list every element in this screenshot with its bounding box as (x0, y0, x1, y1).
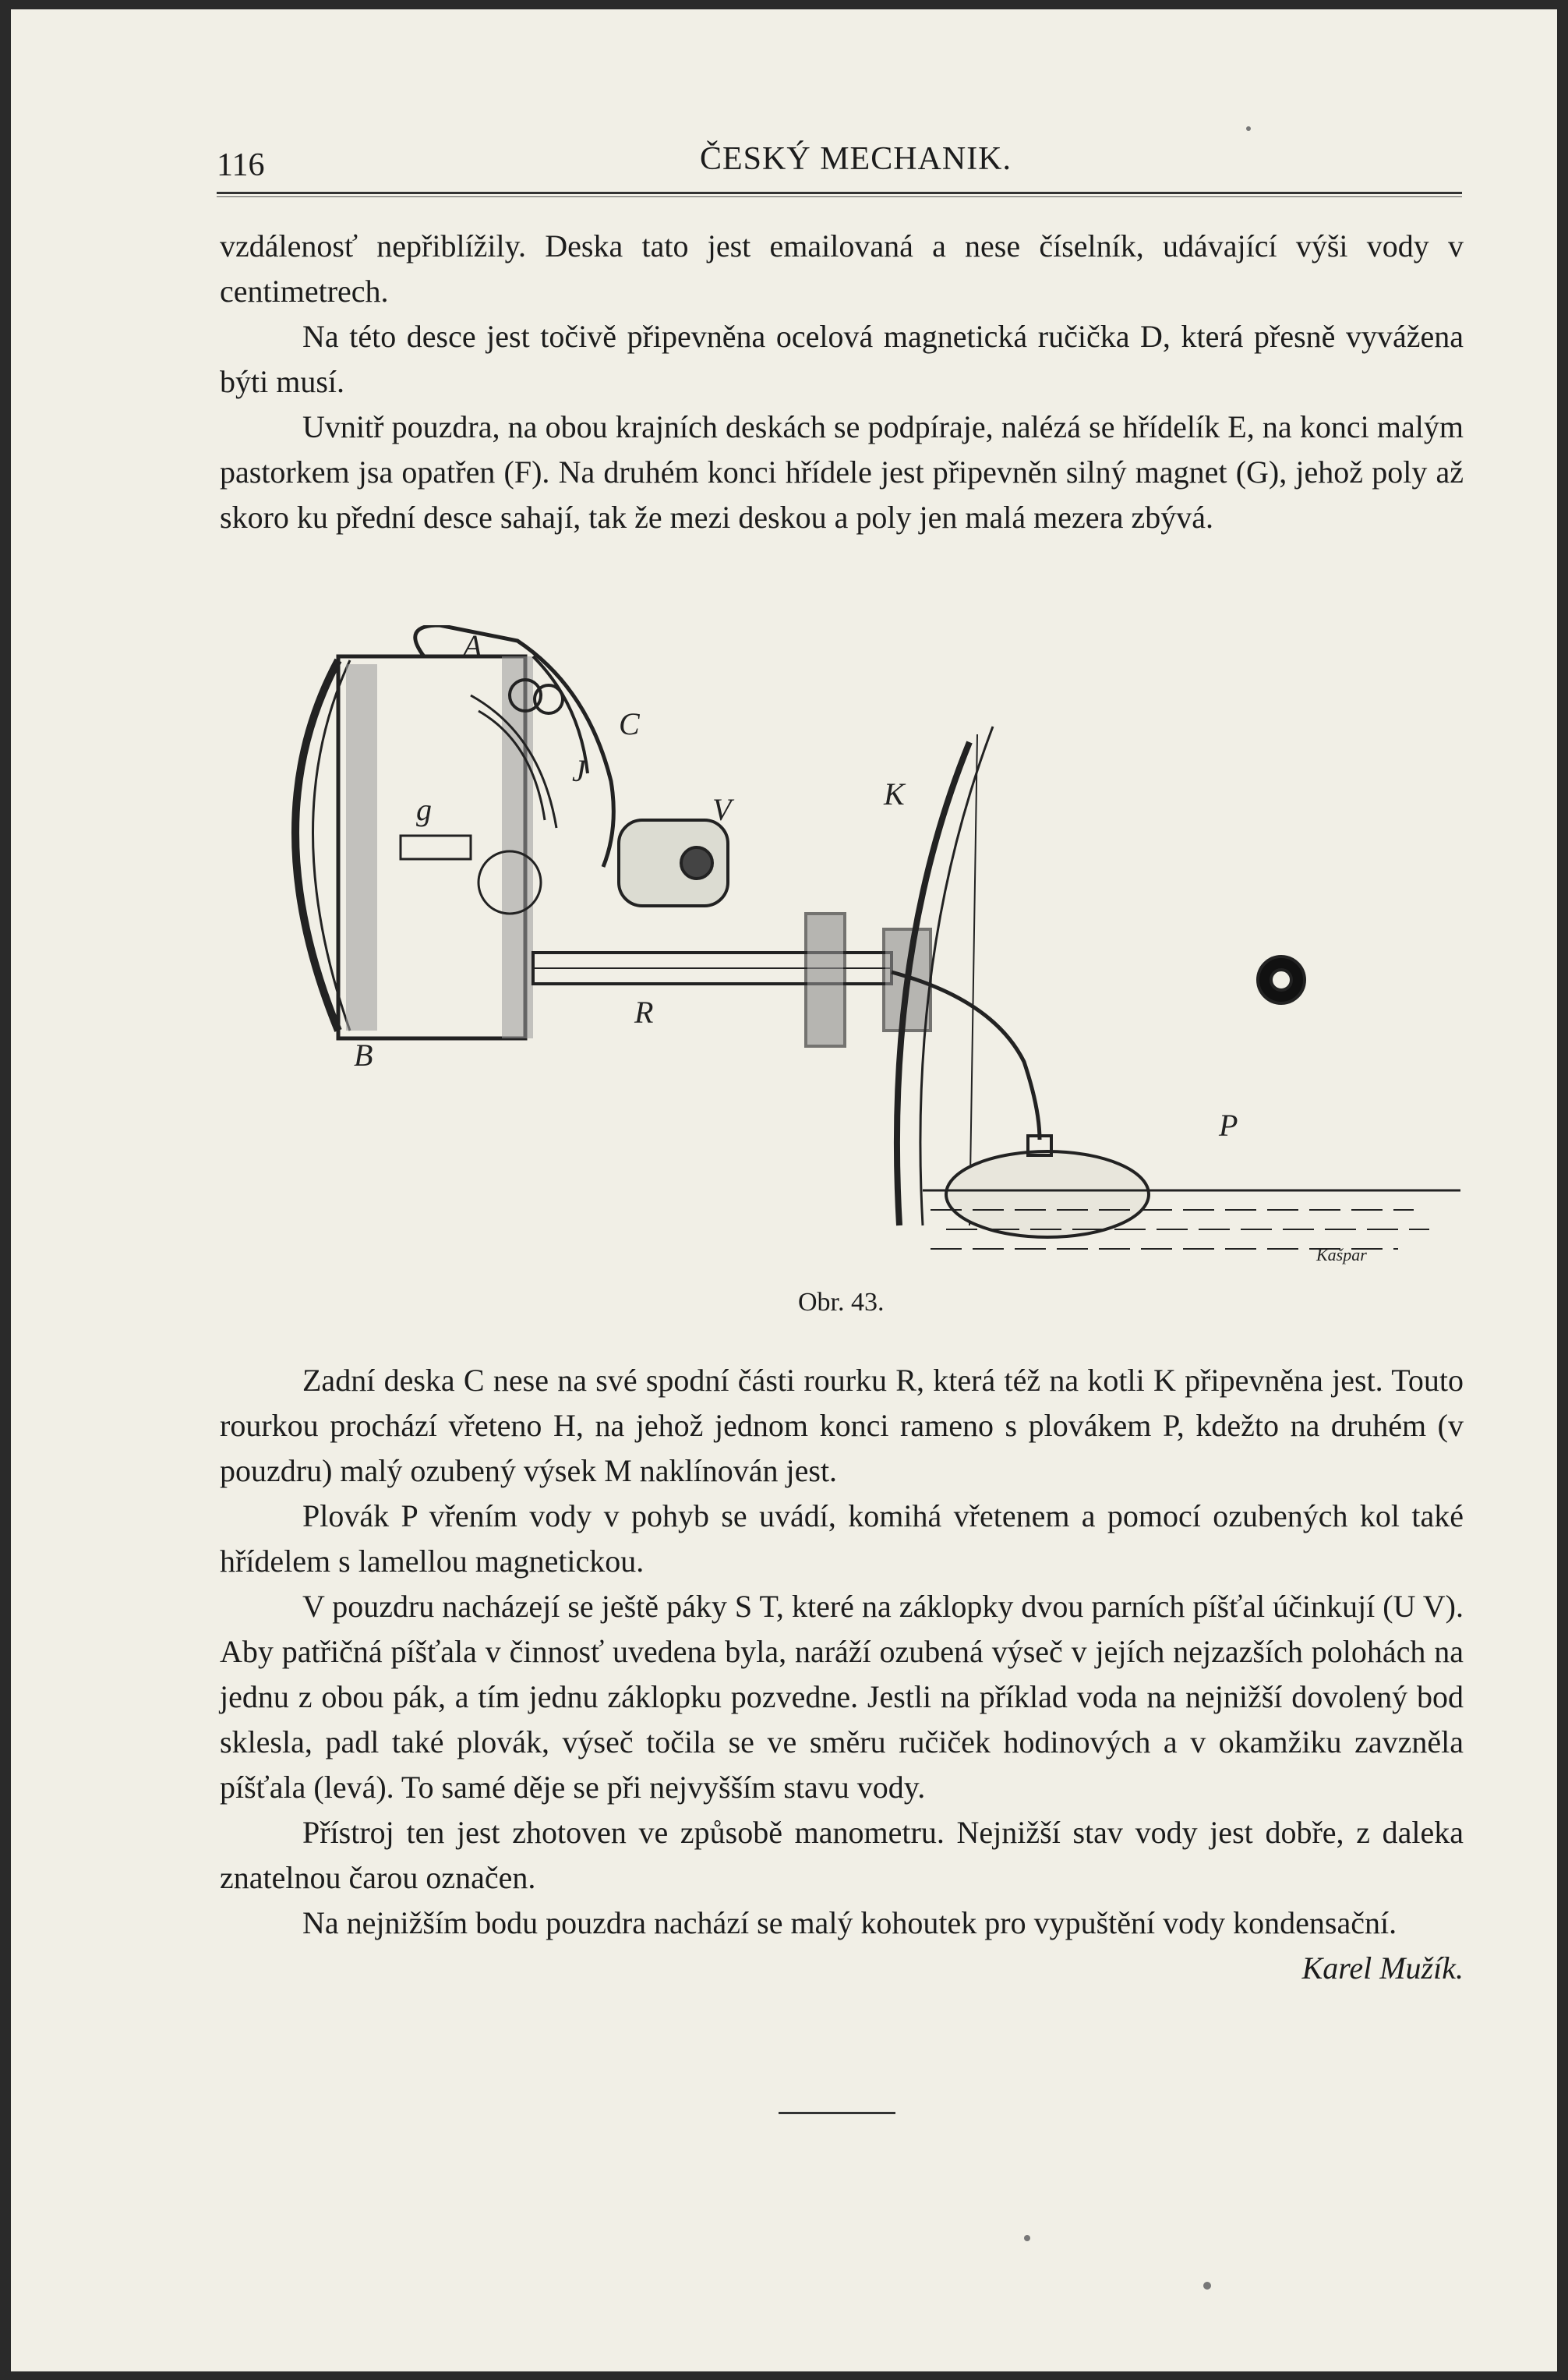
figure-label: P (1219, 1108, 1238, 1143)
paragraph: Zadní deska C nese na své spodní části rourku R, která též na kotli K připevněna jest. Touto rourkou prochází vřeteno H, na jehož jednom konci rameno s plovákem P, kdežto na druhém (v pouzdru) malý ozubený výsek M naklínován jest. (220, 1363, 1464, 1488)
paragraph: vzdálenosť nepřiblížily. Deska tato jest emailovaná a nese číselník, udávající výši vody v centimetrech. (220, 228, 1464, 309)
paragraph: Plovák P vřením vody v pohyb se uvádí, komihá vřetenem a pomocí ozubených kol také hřídelem s lamellou magnetickou. (220, 1498, 1464, 1579)
header-rule (217, 192, 1462, 197)
engraver-signature: Kašpar (1316, 1245, 1367, 1264)
paragraph: V pouzdru nacházejí se ještě páky S T, které na záklopky dvou parních píšťal účinkují (U V). Aby patřičná píšťala v činnosť uvedena byla, naráží ozubená výseč v jejích nejzazších polohách na jednu z obou pák, a tím jednu záklopku pozvedne. Jestli na příklad voda na nejnižší dovolený bod sklesla, padl také plovák, výseč točila se ve směru ručiček hodinových a v okamžiku zavzněla píšťala (levá). To samé děje se při nejvyšším stavu vody. (220, 1589, 1464, 1805)
print-speck (1246, 126, 1251, 131)
paragraph: Na nejnižším bodu pouzdra nachází se malý kohoutek pro vypuštění vody kondensační. (302, 1905, 1397, 1940)
text-block-top (220, 224, 1464, 540)
print-speck (1024, 2235, 1030, 2241)
figure-label: B (354, 1038, 373, 1073)
page-header (217, 140, 1464, 187)
figure-label: C (619, 706, 640, 741)
figure-label: K (884, 776, 905, 812)
running-title: ČESKÝ MECHANIK. (700, 141, 1012, 177)
closing-rule (779, 2112, 895, 2114)
figure-illustration (245, 625, 1460, 1288)
paragraph: Přístroj ten jest zhotoven ve způsobě manometru. Nejnižší stav vody jest dobře, z daleka znatelnou čarou označen. (220, 1815, 1464, 1895)
figure-label: A (463, 628, 482, 663)
figure-label: J (572, 753, 586, 788)
water-level-gauge-drawing (245, 625, 1460, 1288)
figure-label: g (416, 792, 432, 827)
author-signature: Karel Mužík. (1301, 1950, 1464, 1986)
figure-label: V (712, 792, 732, 827)
figure-label: R (634, 995, 654, 1030)
paragraph: Na této desce jest točivě připevněna ocelová magnetická ručička D, která přesně vyvážena býti musí. (220, 319, 1464, 399)
print-speck (1203, 2282, 1211, 2290)
page-number: 116 (217, 147, 265, 183)
signature-line (220, 1946, 1464, 1991)
text-block-bottom (220, 1358, 1464, 1991)
figure-caption: Obr. 43. (798, 1288, 885, 1317)
paragraph: Uvnitř pouzdra, na obou krajních deskách se podpíraje, nalézá se hřídelík E, na konci malým pastorkem jsa opatřen (F). Na druhém konci hřídele jest připevněn silný magnet (G), jehož poly až skoro ku přední desce sahají, tak že mezi deskou a poly jen malá mezera zbývá. (220, 409, 1464, 535)
page (11, 9, 1557, 2371)
